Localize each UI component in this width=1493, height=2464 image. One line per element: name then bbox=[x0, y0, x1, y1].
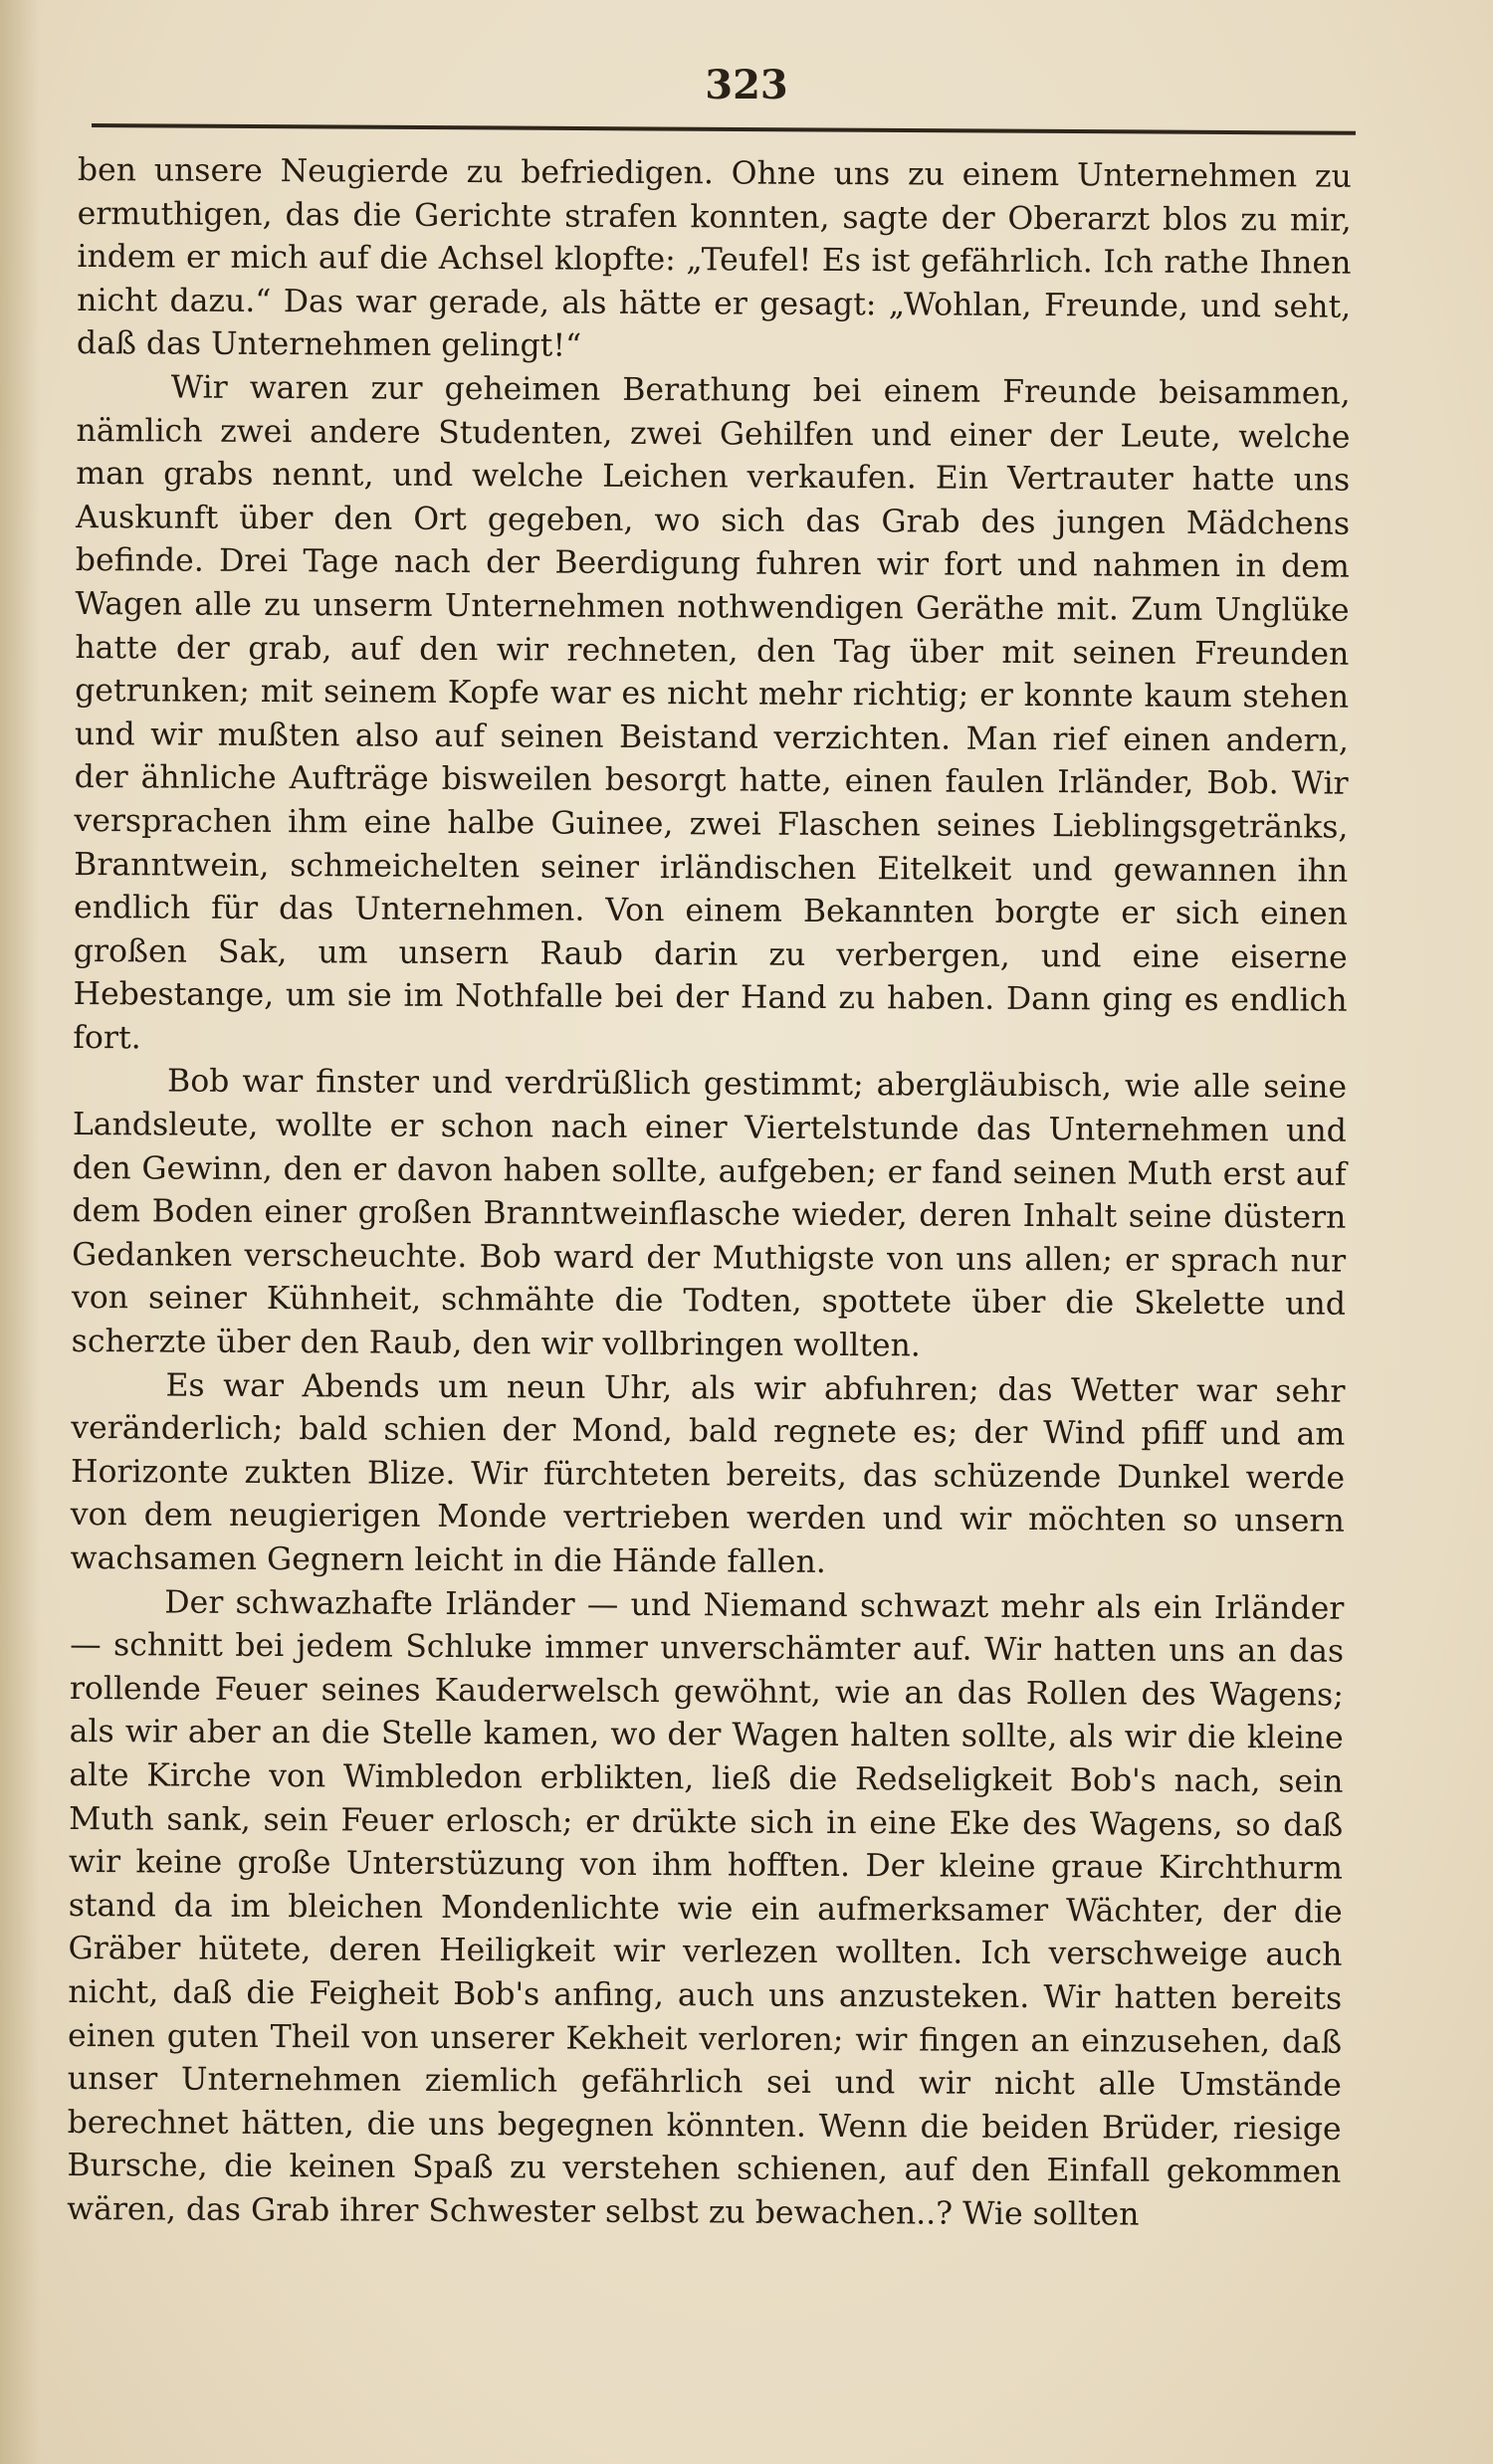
paragraph-1: ben unsere Neugierde zu befriedigen. Ohne uns zu einem Unternehmen zu ermuthigen, das die Gerichte strafen konnten, sagte der Oberarzt blos zu mir, indem er mich auf die Achsel klopfte: „Teufel! Es ist gefährlich. Ich rathe Ihnen nicht dazu.“ Das war gerade, als hätte er gesagt: „Wohlan, Freunde, und seht, daß das Unternehmen gelingt!“ bbox=[76, 151, 1352, 365]
paragraph-2: Wir waren zur geheimen Berathung bei einem Freunde beisammen, nämlich zwei andere Studenten, zwei Gehilfen und einer der Leute, welche man grabs nennt, und welche Leichen verkaufen. Ein Vertrauter hatte uns Auskunft über den Ort gegeben, wo sich das Grab des jungen Mädchens befinde. Drei Tage nach der Beerdigung fuhren wir fort und nahmen in dem Wagen alle zu unserm Unternehmen nothwendigen Geräthe mit. Zum Unglüke hatte der grab, auf den wir rechneten, den Tag über mit seinen Freunden getrunken; mit seinem Kopfe war es nicht mehr richtig; er konnte kaum stehen und wir mußten also auf seinen Beistand verzichten. Man rief einen andern, der ähnliche Aufträge bisweilen besorgt hatte, einen faulen Irländer, Bob. Wir versprachen ihm eine halbe Guinee, zwei Flaschen seines Lieblingsgetränks, Branntwein, schmeichelten seiner irländischen Eitelkeit und gewannen ihn endlich für das Unternehmen. Von einem Bekannten borgte er sich einen großen Sak, um unsern Raub darin zu verbergen, und eine eiserne Hebestange, um sie im Nothfalle bei der Hand zu haben. Dann ging es endlich fort. bbox=[73, 369, 1351, 1057]
body-text bbox=[67, 149, 1352, 2238]
paragraph-5: Der schwazhafte Irländer — und Niemand schwazt mehr als ein Irländer — schnitt bei jedem Schluke immer unverschämter auf. Wir hatten uns an das rollende Feuer seines Kauderwelsch gewöhnt, wie an das Rollen des Wagens; als wir aber an die Stelle kamen, wo der Wagen halten sollte, als wir die kleine alte Kirche von Wimbledon erblikten, ließ die Redseligkeit Bob's nach, sein Muth sank, sein Feuer erlosch; er drükte sich in eine Eke des Wagens, so daß wir keine große Unterstüzung von ihm hofften. Der kleine graue Kirchthurm stand da im bleichen Mondenlichte wie ein aufmerksamer Wächter, der die Gräber hütete, deren Heiligkeit wir verlezen wollten. Ich verschweige auch nicht, daß die Feigheit Bob's anfing, auch uns anzusteken. Wir hatten bereits einen guten Theil von unserer Kekheit verloren; wir fingen an einzusehen, daß unser Unternehmen ziemlich gefährlich sei und wir nicht alle Umstände berechnet hätten, die uns begegnen könnten. Wenn die beiden Brüder, riesige Bursche, die keinen Spaß zu verstehen schienen, auf den Einfall gekommen wären, das Grab ihrer Schwester selbst zu bewachen..? Wie sollten bbox=[67, 1584, 1345, 2233]
page-gutter-shadow bbox=[0, 0, 40, 2464]
paragraph-3: Bob war finster und verdrüßlich gestimmt; abergläubisch, wie alle seine Landsleute, wollte er schon nach einer Viertelstunde das Unternehmen und den Gewinn, den er davon haben sollte, aufgeben; er fand seinen Muth erst auf dem Boden einer großen Branntweinflasche wieder, deren Inhalt seine düstern Gedanken verscheuchte. Bob ward der Muthigste von uns allen; er sprach nur von seiner Kühnheit, schmähte die Todten, spottete über die Skelette und scherzte über den Raub, den wir vollbringen wollten. bbox=[71, 1063, 1348, 1364]
paragraph-4: Es war Abends um neun Uhr, als wir abfuhren; das Wetter war sehr veränderlich; bald schien der Mond, bald regnete es; der Wind pfiff und am Horizonte zukten Blize. Wir fürchteten bereits, das schüzende Dunkel werde von dem neugierigen Monde vertrieben werden und wir möchten so unsern wachsamen Gegnern leicht in die Hände fallen. bbox=[70, 1367, 1346, 1580]
header-rule bbox=[92, 123, 1356, 135]
page-number: 323 bbox=[705, 62, 788, 108]
